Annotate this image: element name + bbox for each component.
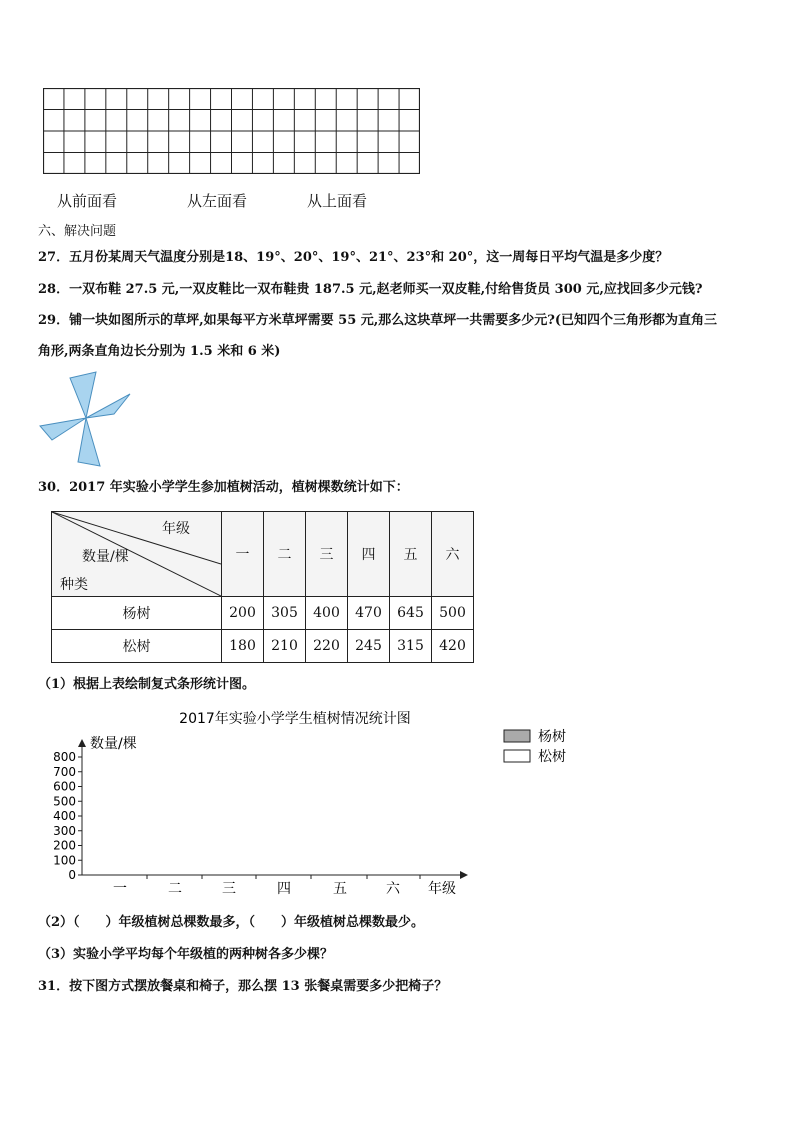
- y-tick-label: 600: [53, 779, 76, 794]
- question-29-line1: 29．铺一块如图所示的草坪,如果每平方米草坪需要 55 元,那么这块草坪一共需要多少元?(已知四个三角形都为直角三: [38, 313, 718, 328]
- pinwheel-triangles: [40, 372, 130, 466]
- table-row: [52, 630, 474, 663]
- x-tick-label: 四: [277, 881, 291, 897]
- chart-title: 2017年实验小学学生植树情况统计图: [179, 711, 411, 727]
- table-cell: 220: [306, 630, 348, 663]
- table-row-label: 杨树: [52, 597, 222, 630]
- y-tick-label: 800: [53, 750, 76, 764]
- legend-swatch: [504, 750, 530, 762]
- lawn-triangle: [78, 418, 100, 466]
- lawn-triangle: [86, 394, 130, 418]
- corner-label-quantity: 数量/棵: [82, 549, 129, 565]
- x-tick-label: 一: [113, 881, 127, 897]
- table-grade-cell: 一: [222, 512, 264, 597]
- y-tick-label: 200: [53, 838, 76, 853]
- legend-label: 杨树: [538, 729, 566, 745]
- question-30-part3: （3）实验小学平均每个年级植的两种树各多少棵？: [38, 947, 334, 962]
- view-label-top: 从上面看: [307, 192, 368, 210]
- table-cell: 470: [348, 597, 390, 630]
- x-tick-label: 三: [222, 881, 236, 897]
- legend-swatch: [504, 730, 530, 742]
- table-grade-cell: 五: [390, 512, 432, 597]
- x-axis-arrow: [460, 871, 468, 879]
- drawing-grid: [43, 88, 420, 174]
- table-cell: 645: [390, 597, 432, 630]
- question-27: 27．五月份某周天气温度分别是18、19°、20°、19°、21°、23°和 20°，这一周每日平均气温是多少度？: [38, 250, 669, 265]
- question-31: 31．按下图方式摆放餐桌和椅子，那么摆 13 张餐桌需要多少把椅子？: [38, 979, 448, 994]
- y-tick-label: 400: [53, 809, 76, 823]
- y-axis-label: 数量/棵: [90, 736, 137, 752]
- table-cell: 200: [222, 597, 264, 630]
- table-row-label: 松树: [52, 630, 222, 663]
- table-header-row: [52, 512, 474, 597]
- question-30-part2: （2）（ ）年级植树总棵数最多，（ ）年级植树总棵数最少。: [38, 915, 425, 930]
- table-grade-cell: 二: [264, 512, 306, 597]
- legend-label: 松树: [538, 749, 566, 765]
- view-label-left: 从左面看: [187, 192, 248, 210]
- question-30-part1: （1）根据上表绘制复式条形统计图。: [38, 677, 256, 692]
- y-tick-label: 0: [68, 868, 76, 882]
- table-cell: 180: [222, 630, 264, 663]
- x-tick-label: 五: [333, 881, 347, 897]
- x-tick-label: 六: [386, 881, 400, 897]
- y-axis-arrow: [78, 739, 86, 747]
- view-label-front: 从前面看: [57, 192, 118, 210]
- table-grade-cell: 三: [306, 512, 348, 597]
- y-tick-label: 300: [53, 823, 76, 838]
- table-cell: 245: [348, 630, 390, 663]
- question-28: 28．一双布鞋 27.5 元,一双皮鞋比一双布鞋贵 187.5 元,赵老师买一双皮鞋,付给售货员 300 元,应找回多少元钱?: [38, 282, 703, 297]
- table-grade-cell: 六: [432, 512, 474, 597]
- lawn-triangle: [40, 418, 86, 440]
- table-grade-cell: 四: [348, 512, 390, 597]
- table-cell: 315: [390, 630, 432, 663]
- corner-label-kind: 种类: [60, 577, 88, 593]
- table-cell: 210: [264, 630, 306, 663]
- table-corner-cell: [52, 512, 222, 597]
- empty-bar-chart: [40, 705, 760, 905]
- table-cell: 400: [306, 597, 348, 630]
- table-row: [52, 597, 474, 630]
- x-tick-label: 二: [168, 881, 182, 897]
- table-cell: 305: [264, 597, 306, 630]
- x-axis-label: 年级: [428, 881, 456, 897]
- table-cell: 500: [432, 597, 474, 630]
- table-cell: 420: [432, 630, 474, 663]
- lawn-triangle: [70, 372, 96, 418]
- y-tick-label: 500: [53, 794, 76, 809]
- question-30-title: 30．2017 年实验小学学生参加植树活动，植树棵数统计如下：: [38, 480, 409, 495]
- question-29-line2: 角形,两条直角边长分别为 1.5 米和 6 米): [38, 344, 281, 359]
- section-title: 六、解决问题: [38, 224, 117, 239]
- y-tick-label: 700: [53, 764, 76, 779]
- corner-label-grade: 年级: [162, 521, 190, 537]
- y-tick-label: 100: [53, 853, 76, 868]
- pinwheel-lawn-figure: [36, 370, 136, 470]
- planting-table: [51, 511, 474, 663]
